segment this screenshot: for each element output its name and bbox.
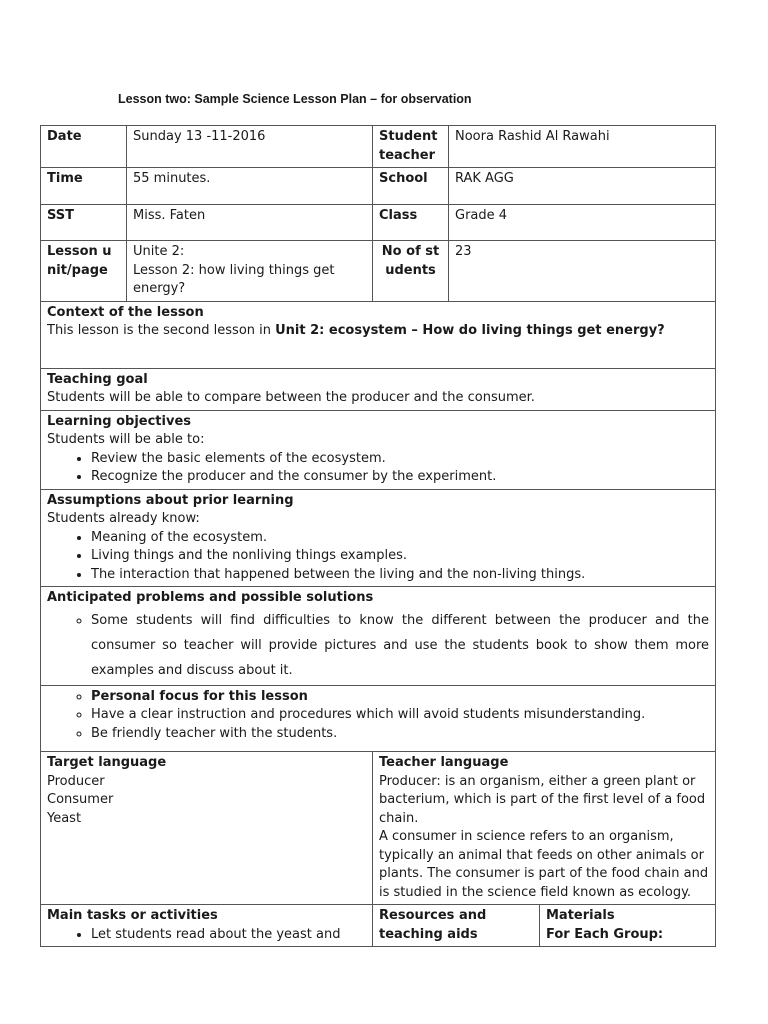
row-language [41, 752, 716, 905]
assumptions-intro: Students already know: [47, 511, 200, 526]
lesson-unit-label: Lesson unit/page [41, 241, 127, 302]
row-objectives [41, 410, 716, 489]
list-item: • Recognize the producer and the consumer by the experiment. [91, 468, 709, 487]
row-personal-focus [41, 685, 716, 752]
class-value: Grade 4 [449, 205, 716, 241]
assumptions-heading: Assumptions about prior learning [47, 492, 294, 508]
class-label: Class [373, 205, 449, 241]
materials-heading: Materials [546, 908, 615, 923]
list-item: ◦ Have a clear instruction and procedures which will avoid students misunderstanding. [91, 706, 709, 725]
context-text: This lesson is the second lesson in Unit 2: ecosystem – How do living things get energy? [47, 323, 665, 338]
target-language-item: Consumer [47, 792, 114, 807]
context-unit: Unit 2: ecosystem – How do living things get energy? [275, 323, 665, 338]
row-time [41, 168, 716, 205]
target-language-item: Yeast [47, 810, 82, 826]
row-tasks [41, 905, 716, 947]
personal-focus-list [47, 688, 709, 744]
teaching-goal-heading: Teaching goal [47, 371, 148, 387]
assumptions-list [47, 529, 709, 585]
list-item: • Let students read about the yeast and [91, 926, 366, 945]
row-assumptions [41, 489, 716, 587]
school-label: School [373, 168, 449, 205]
lesson-line: Lesson 2: how living things get energy? [133, 262, 335, 296]
school-value: RAK AGG [449, 168, 716, 205]
teacher-language-heading: Teacher language [379, 755, 509, 770]
context-cell [41, 301, 716, 368]
tasks-list [47, 926, 366, 945]
date-value: Sunday 13 -11-2016 [127, 126, 373, 168]
problems-cell [41, 587, 716, 686]
lesson-unit-value [127, 241, 373, 302]
time-value: 55 minutes. [127, 168, 373, 205]
tasks-cell [41, 905, 373, 947]
student-teacher-value: Noora Rashid Al Rawahi [449, 126, 716, 168]
objectives-heading: Learning objectives [47, 413, 191, 429]
target-language-item: Producer [47, 773, 105, 789]
date-label: Date [41, 126, 127, 168]
target-language-heading: Target language [47, 755, 167, 770]
lesson-plan-table [40, 125, 716, 947]
context-heading: Context of the lesson [47, 304, 204, 320]
materials-cell [540, 905, 716, 947]
list-item: ◦ Some students will find difficulties to know the different between the producer and the consumer so teacher will provide pictures and use the students book to show them more examples and discuss about it. [91, 608, 709, 683]
teacher-language-cell [373, 752, 716, 905]
materials-subheading: For Each Group: [546, 926, 664, 942]
personal-focus-cell [41, 685, 716, 752]
list-item: • Review the basic elements of the ecosystem. [91, 450, 709, 469]
resources-cell: Resources and teaching aids [373, 905, 540, 947]
sst-value: Miss. Faten [127, 205, 373, 241]
student-teacher-label: Student teacher [373, 126, 449, 168]
row-teaching-goal [41, 368, 716, 410]
teaching-goal-cell [41, 368, 716, 410]
teaching-goal-text: Students will be able to compare between the producer and the consumer. [47, 390, 535, 405]
personal-focus-heading: ◦ Personal focus for this lesson [91, 688, 709, 707]
row-date [41, 126, 716, 168]
row-problems [41, 587, 716, 686]
problems-list [47, 608, 709, 683]
row-sst [41, 205, 716, 241]
target-language-cell [41, 752, 373, 905]
assumptions-cell [41, 489, 716, 587]
list-item: ◦ Be friendly teacher with the students. [91, 725, 709, 744]
sst-label: SST [41, 205, 127, 241]
tasks-heading: Main tasks or activities [47, 908, 218, 923]
teacher-language-paragraph: A consumer in science refers to an organism, typically an animal that feeds on other animals or plants. The consumer is part of the food chain and is studied in the science field known as ecology. [379, 829, 709, 900]
list-item: • Meaning of the ecosystem. [91, 529, 709, 548]
students-count-label: No of students [373, 241, 449, 302]
students-count-value: 23 [449, 241, 716, 302]
teacher-language-paragraph: Producer: is an organism, either a green plant or bacterium, which is part of the first level of a food chain. [379, 773, 706, 826]
time-label: Time [41, 168, 127, 205]
unit-line: Unite 2: [133, 244, 185, 259]
list-item: • Living things and the nonliving things examples. [91, 547, 709, 566]
row-lesson [41, 241, 716, 302]
objectives-intro: Students will be able to: [47, 432, 205, 447]
problems-heading: Anticipated problems and possible solutions [47, 590, 374, 605]
document-title: Lesson two: Sample Science Lesson Plan – for observation [118, 92, 472, 106]
row-context [41, 301, 716, 368]
objectives-list [47, 450, 709, 487]
objectives-cell [41, 410, 716, 489]
list-item: • The interaction that happened between the living and the non-living things. [91, 566, 709, 585]
